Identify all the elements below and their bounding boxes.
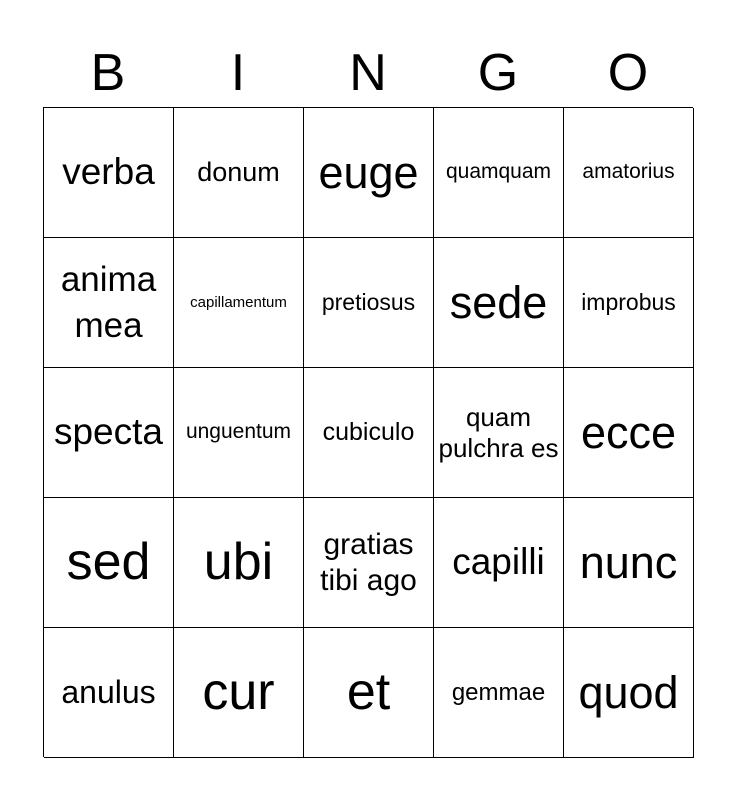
cell-word: donum	[197, 156, 280, 187]
bingo-cell[interactable]	[434, 498, 564, 628]
bingo-cell[interactable]	[434, 628, 564, 758]
cell-word: amatorius	[582, 160, 675, 184]
cell-word: sede	[449, 276, 548, 328]
bingo-cell[interactable]	[304, 238, 434, 368]
header-letter-b: B	[90, 44, 126, 102]
bingo-cell[interactable]	[564, 368, 694, 498]
header-letter-g: G	[477, 44, 519, 102]
header-letter-o: O	[607, 44, 649, 102]
bingo-cell[interactable]	[304, 628, 434, 758]
bingo-cell[interactable]	[44, 628, 174, 758]
bingo-cell[interactable]	[434, 238, 564, 368]
bingo-cell[interactable]	[174, 238, 304, 368]
bingo-cell[interactable]	[304, 368, 434, 498]
cell-word: ecce	[580, 406, 677, 458]
cell-word: quamquam	[445, 160, 552, 184]
cell-word: nunc	[579, 536, 678, 588]
bingo-cell[interactable]	[564, 238, 694, 368]
header-letter-n: N	[349, 44, 387, 102]
cell-word: pretiosus	[321, 289, 416, 316]
bingo-cell[interactable]	[434, 108, 564, 238]
bingo-cell[interactable]	[174, 628, 304, 758]
cell-word: quam pulchra es	[438, 401, 559, 463]
cell-word: cubiculo	[322, 418, 415, 447]
bingo-cell[interactable]	[174, 368, 304, 498]
cell-word: anima mea	[60, 260, 157, 345]
bingo-cell[interactable]	[44, 108, 174, 238]
bingo-cell[interactable]	[44, 368, 174, 498]
cell-word: cur	[202, 662, 275, 721]
cell-word: capillamentum	[190, 293, 287, 311]
bingo-cell[interactable]	[564, 108, 694, 238]
cell-word: unguentum	[185, 420, 292, 444]
cell-word: capilli	[452, 541, 545, 583]
cell-word: gemmae	[451, 678, 546, 706]
bingo-cell[interactable]	[564, 498, 694, 628]
bingo-cell[interactable]	[44, 238, 174, 368]
bingo-header	[43, 40, 693, 106]
bingo-cell[interactable]	[564, 628, 694, 758]
bingo-board	[43, 107, 693, 757]
bingo-cell[interactable]	[304, 498, 434, 628]
cell-word: improbus	[581, 289, 676, 316]
cell-word: verba	[62, 151, 155, 193]
cell-word: gratias tibi ago	[320, 528, 417, 597]
cell-word: euge	[318, 146, 419, 198]
bingo-cell[interactable]	[174, 498, 304, 628]
bingo-cell[interactable]	[44, 498, 174, 628]
bingo-cell[interactable]	[304, 108, 434, 238]
bingo-cell[interactable]	[434, 368, 564, 498]
cell-word: ubi	[203, 532, 274, 591]
cell-word: specta	[53, 411, 163, 453]
cell-word: quod	[578, 666, 679, 718]
cell-word: et	[346, 662, 391, 721]
cell-word: sed	[66, 532, 151, 591]
bingo-cell[interactable]	[174, 108, 304, 238]
header-letter-i: I	[230, 44, 246, 102]
cell-word: anulus	[61, 674, 156, 711]
